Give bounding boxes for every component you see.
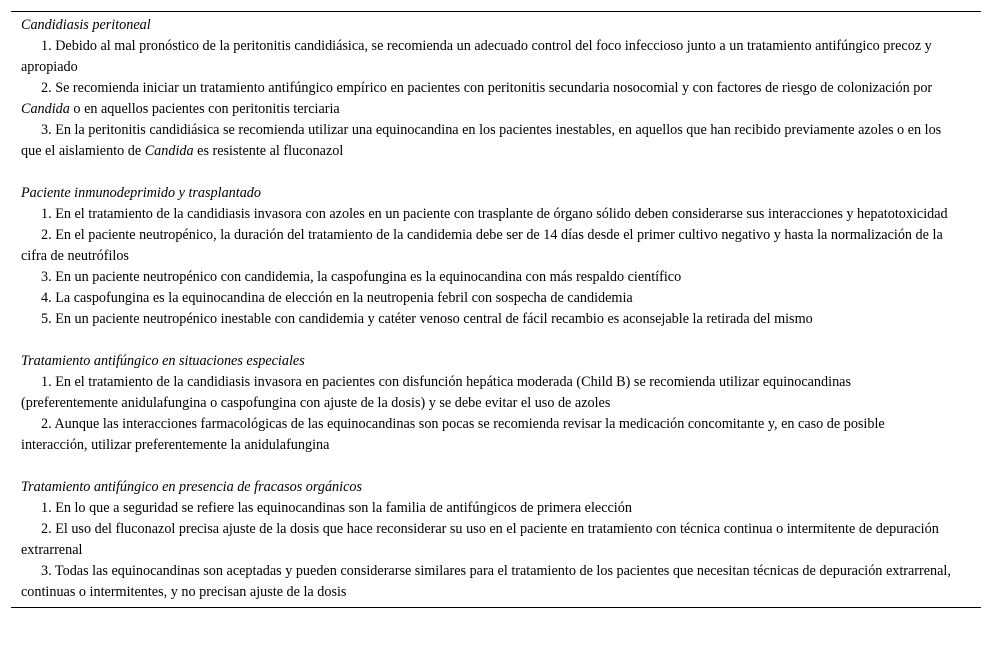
list-item: 2. Se recomienda iniciar un tratamiento antifúngico empírico en pacientes con peritonitis secundaria nosocomial y con factores de riesgo de colonización por Candida o en aquellos pacientes con peritonitis terciaria	[21, 80, 933, 117]
section-situaciones-especiales	[21, 351, 951, 456]
list-item: 1. En lo que a seguridad se refiere las equinocandinas son la familia de antifúngicos de primera elección	[41, 500, 632, 516]
section-title: Tratamiento antifúngico en situaciones especiales	[21, 353, 305, 369]
section-inmunodeprimido	[21, 183, 951, 330]
recommendations-table	[11, 11, 981, 608]
list-item: 3. En un paciente neutropénico con candidemia, la caspofungina es la equinocandina con más respaldo científico	[41, 269, 682, 285]
list-item: 1. En el tratamiento de la candidiasis invasora en pacientes con disfunción hepática moderada (Child B) se recomienda utilizar equinocandinas (preferentemente anidulafungina o caspofungina con ajuste de la dosis) y se debe evitar el uso de azoles	[21, 374, 851, 411]
list-item: 2. El uso del fluconazol precisa ajuste de la dosis que hace reconsiderar su uso en el paciente en tratamiento con técnica continua o intermitente de depuración extrarrenal	[21, 521, 939, 558]
section-title: Paciente inmunodeprimido y trasplantado	[21, 185, 261, 201]
list-item: 1. En el tratamiento de la candidiasis invasora con azoles en un paciente con trasplante de órgano sólido deben considerarse sus interacciones y hepatotoxicidad	[41, 206, 948, 222]
list-item: 4. La caspofungina es la equinocandina de elección en la neutropenia febril con sospecha de candidemia	[41, 290, 633, 306]
section-title: Candidiasis peritoneal	[21, 17, 151, 33]
table-cell	[11, 15, 981, 603]
section-candidiasis-peritoneal	[21, 15, 951, 162]
list-item: 3. Todas las equinocandinas son aceptadas y pueden considerarse similares para el tratamiento de los pacientes que necesitan técnicas de depuración extrarrenal, continuas o intermitentes, y no precisan ajuste de la dosis	[21, 563, 951, 600]
list-item: 1. Debido al mal pronóstico de la peritonitis candidiásica, se recomienda un adecuado control del foco infeccioso junto a un tratamiento antifúngico precoz y apropiado	[21, 38, 932, 75]
section-fracasos-organicos	[21, 477, 951, 603]
italic-term: Candida	[144, 143, 194, 159]
list-item: 3. En la peritonitis candidiásica se recomienda utilizar una equinocandina en los pacientes inestables, en aquellos que han recibido previamente azoles o en los que el aislamiento de Candida es resistente al fluconazol	[21, 122, 942, 159]
list-item: 2. Aunque las interacciones farmacológicas de las equinocandinas son pocas se recomienda revisar la medicación concomitante y, en caso de posible interacción, utilizar preferentemente la anidulafungina	[21, 416, 885, 453]
list-item: 2. En el paciente neutropénico, la duración del tratamiento de la candidemia debe ser de 14 días desde el primer cultivo negativo y hasta la normalización de la cifra de neutrófilos	[21, 227, 943, 264]
italic-term: Candida	[21, 101, 70, 117]
section-title: Tratamiento antifúngico en presencia de fracasos orgánicos	[21, 479, 362, 495]
list-item: 5. En un paciente neutropénico inestable con candidemia y catéter venoso central de fácil recambio es aconsejable la retirada del mismo	[41, 311, 813, 327]
